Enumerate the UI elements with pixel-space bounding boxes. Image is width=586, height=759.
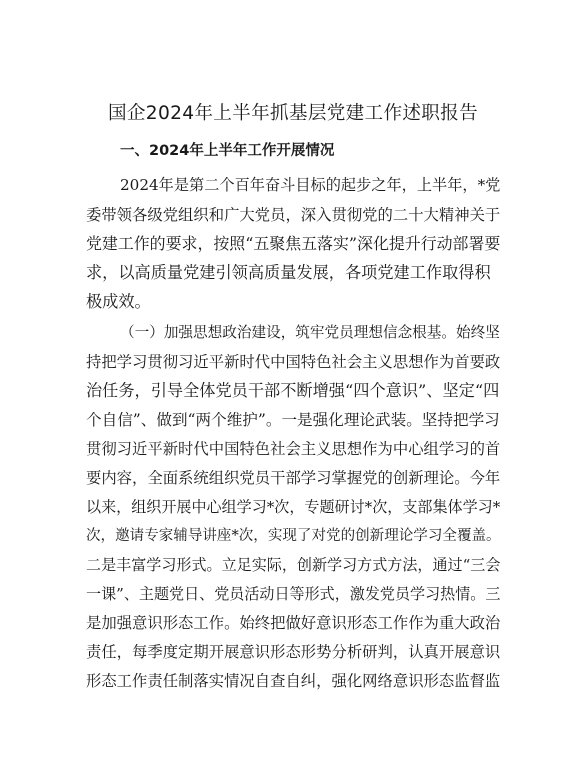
- document-title: 国企2024年上半年抓基层党建工作述职报告: [107, 103, 479, 124]
- paragraph-line: 次，邀请专家辅导讲座*次，实现了对党的创新理论学习全覆盖。: [86, 527, 501, 544]
- paragraph-line: 形态工作责任制落实情况自查自纠，强化网络意识形态监督监: [86, 672, 501, 690]
- paragraph-line: 以来，组织开展中心组学习*次，专题研讨*次，支部集体学习*: [86, 498, 501, 516]
- paragraph-line: 贯彻习近平新时代中国特色社会主义思想作为中心组学习的首: [86, 440, 501, 458]
- paragraph-line: 党建工作的要求，按照“五聚焦五落实”深化提升行动部署要: [86, 234, 501, 253]
- paragraph-line: 2024年是第二个百年奋斗目标的起步之年，上半年，*党: [120, 176, 501, 194]
- paragraph-line: 个自信”、做到“两个维护”。一是强化理论武装。坚持把学习: [86, 411, 500, 429]
- paragraph-line: 一课”、主题党日、党员活动日等形式，激发党员学习热情。三: [86, 585, 501, 603]
- paragraph-line: 责任，每季度定期开展意识形态形势分析研判，认真开展意识: [86, 643, 501, 661]
- paragraph-line: 委带领各级党组织和广大党员，深入贯彻党的二十大精神关于: [86, 206, 501, 224]
- paragraph-line: 持把学习贯彻习近平新时代中国特色社会主义思想作为首要政: [86, 353, 501, 371]
- paragraph-line: 二是丰富学习形式。立足实际，创新学习方式方法，通过“三会: [86, 556, 501, 574]
- paragraph-line: 求，以高质量党建引领高质量发展，各项党建工作取得积: [86, 263, 491, 282]
- paragraph-line: 极成效。: [86, 292, 151, 311]
- section-heading: 一、2024年上半年工作开展情况: [120, 143, 335, 159]
- paragraph-line: 要内容，全面系统组织党员干部学习掌握党的创新理论。今年: [86, 469, 501, 487]
- paragraph-line: 是加强意识形态工作。始终把做好意识形态工作作为重大政治: [86, 614, 501, 632]
- paragraph-line: （一）加强思想政治建设，筑牢党员理想信念根基。始终坚: [120, 324, 500, 341]
- paragraph-line: 治任务，引导全体党员干部不断增强“四个意识”、坚定“四: [86, 381, 500, 400]
